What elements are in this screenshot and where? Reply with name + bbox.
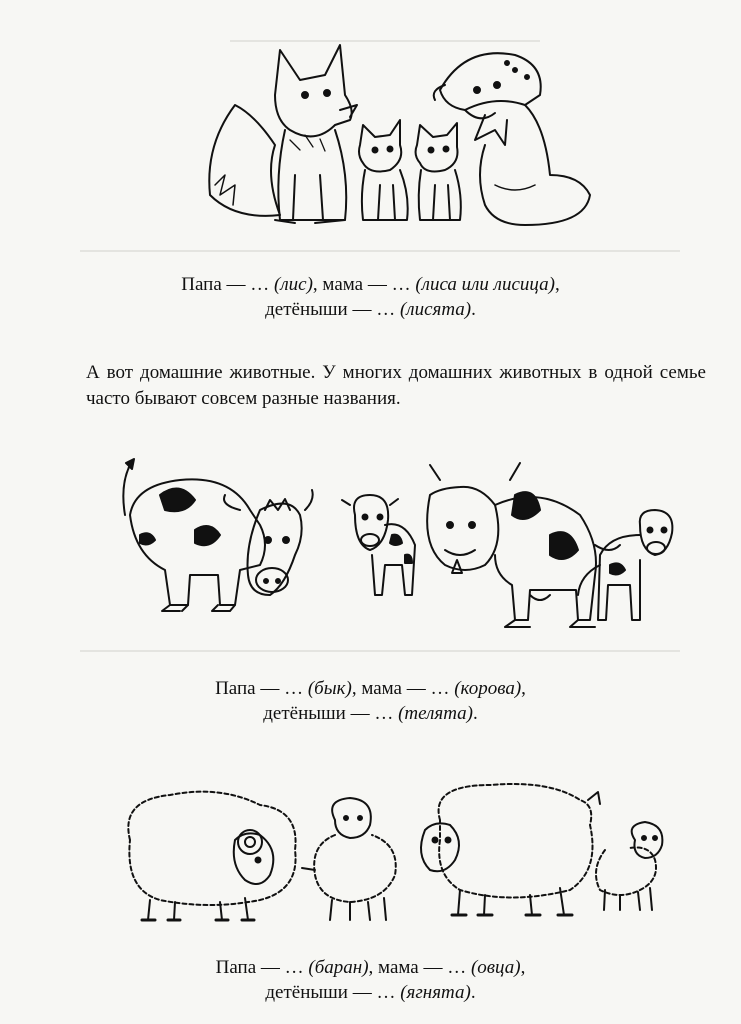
caption-text: Папа — … (215, 678, 308, 699)
bleed-through (80, 650, 680, 652)
fox-cub-figure (416, 123, 461, 220)
caption-text: . (472, 703, 478, 724)
lamb-figure (302, 798, 396, 920)
fox-family-illustration (195, 35, 595, 235)
caption-line (0, 297, 741, 322)
caption-text: детёныши — … (263, 703, 399, 724)
caption-line (0, 955, 741, 980)
caption-line (0, 272, 741, 297)
answer-mother: (лиса или лисица) (415, 274, 555, 295)
caption-text: , (521, 678, 526, 699)
ram-figure (128, 792, 295, 920)
answer-young: (ягнята) (400, 982, 471, 1003)
cow-family-caption (0, 676, 741, 726)
sheep-family-caption (0, 955, 741, 1005)
caption-text: . (470, 982, 476, 1003)
answer-father: (баран) (308, 957, 369, 978)
answer-young: (лисята) (399, 299, 472, 320)
answer-mother: (овца) (470, 957, 521, 978)
caption-text: . (471, 299, 476, 320)
fox-family-caption (0, 272, 741, 322)
answer-mother: (корова) (454, 678, 522, 699)
bleed-through (80, 250, 680, 252)
caption-text: , мама — … (368, 957, 471, 978)
cow-family-illustration (100, 455, 690, 650)
caption-text: Папа — … (215, 957, 309, 978)
caption-text: детёныши — … (265, 299, 400, 320)
caption-text: , мама — … (312, 274, 416, 295)
sheep-family-illustration (110, 780, 680, 930)
intro-paragraph: А вот домашние животные. У многих домашних животных в одной семье часто бывают совсем разные названия. (86, 362, 706, 409)
caption-text: , (520, 957, 526, 978)
fox-father-figure (209, 45, 357, 223)
caption-line (0, 980, 741, 1005)
answer-young: (телята) (398, 703, 473, 724)
caption-text: , мама — … (351, 678, 455, 699)
answer-father: (бык) (307, 678, 352, 699)
answer-father: (лис) (274, 274, 313, 295)
caption-text: детёныши — … (265, 982, 401, 1003)
caption-line (0, 676, 741, 701)
caption-line (0, 701, 741, 726)
fox-cub-figure (359, 120, 408, 220)
lamb-figure (596, 822, 662, 910)
caption-text: , (554, 274, 560, 295)
ewe-figure (421, 784, 600, 915)
cow-figure (427, 463, 620, 627)
bull-figure (123, 459, 312, 611)
calf-figure (342, 495, 415, 595)
caption-text: Папа — … (181, 274, 275, 295)
